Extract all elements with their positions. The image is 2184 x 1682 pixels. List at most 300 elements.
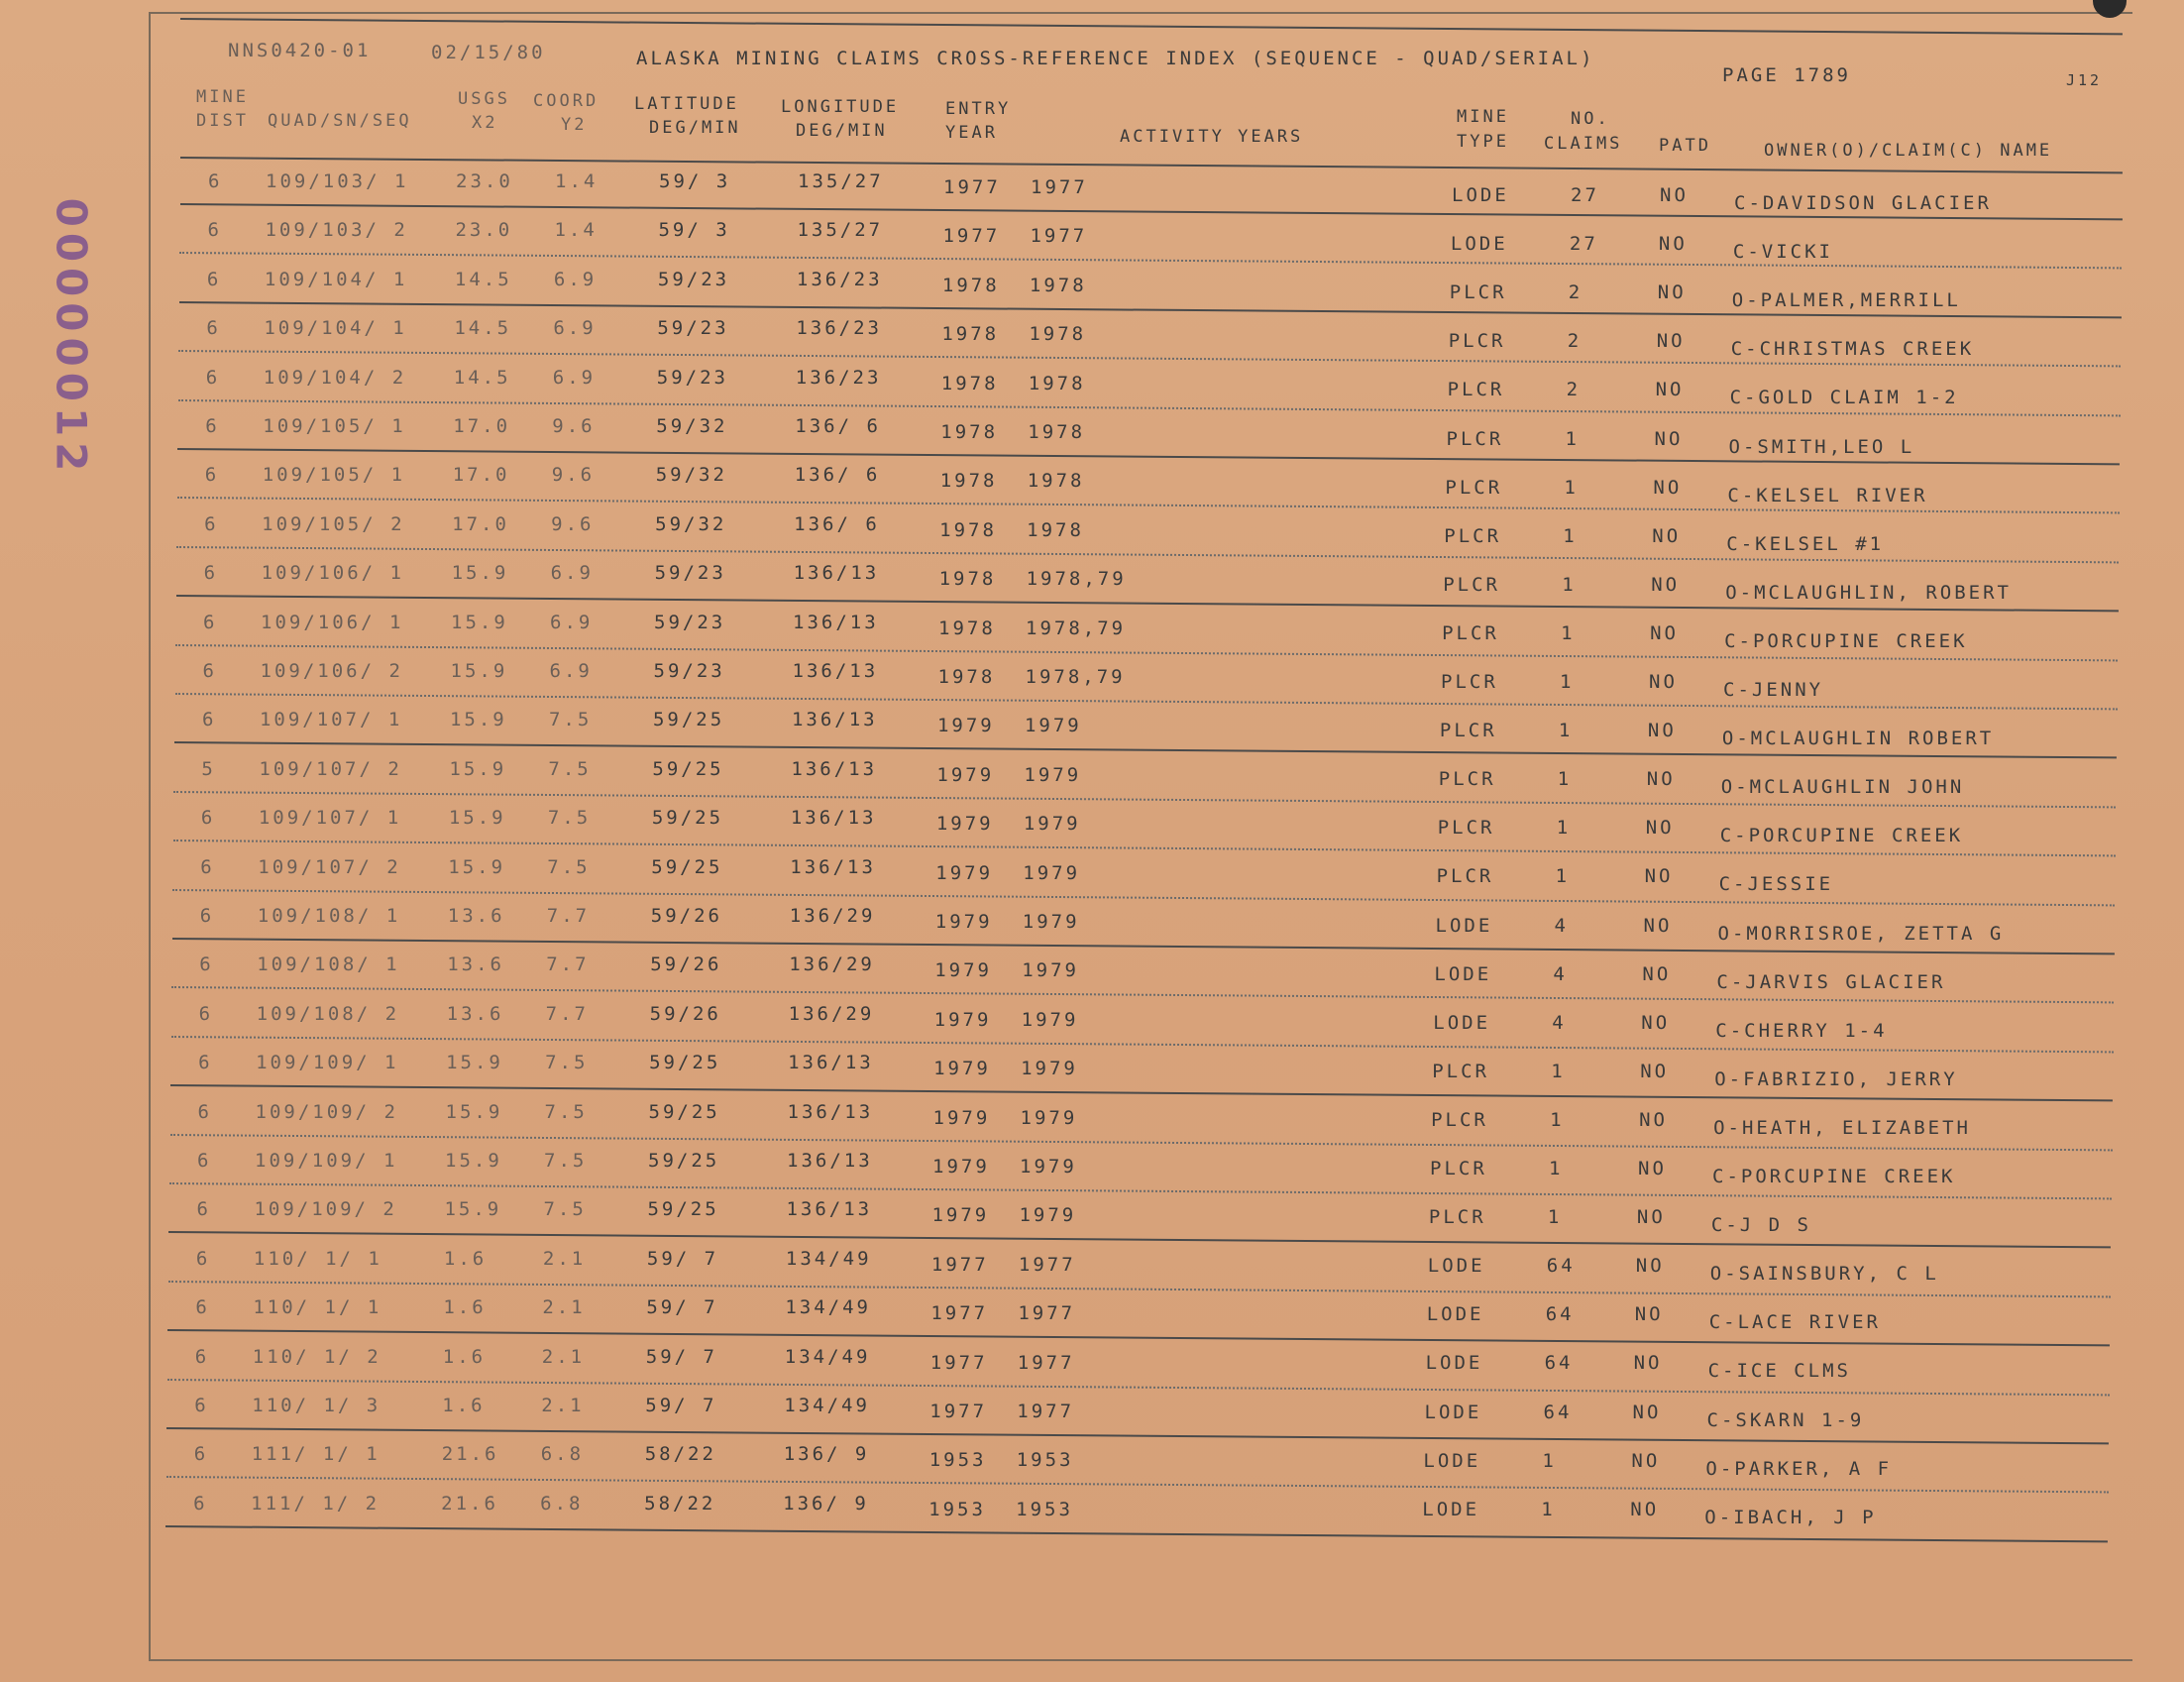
entry-year-cell: 1977 xyxy=(929,1401,988,1422)
col-latitude-1: LATITUDE xyxy=(634,94,739,114)
entry-year-cell: 1979 xyxy=(933,1008,992,1031)
latitude-cell: 58/22 xyxy=(644,1492,716,1514)
x2-cell: 14.5 xyxy=(453,366,511,389)
activity-years-cell: 1978 xyxy=(1029,274,1087,296)
x2-cell: 13.6 xyxy=(446,1002,504,1025)
x2-cell: 15.9 xyxy=(446,1052,503,1074)
quad-sn-seq-cell: 109/107/ 1 xyxy=(259,709,403,731)
patd-cell: NO xyxy=(1658,233,1688,256)
entry-year-cell: 1979 xyxy=(934,911,993,933)
latitude-cell: 59/26 xyxy=(650,953,722,976)
patd-cell: NO xyxy=(1646,768,1676,791)
quad-sn-seq-cell: 109/107/ 2 xyxy=(258,855,401,878)
latitude-cell: 59/ 7 xyxy=(645,1395,717,1416)
patd-cell: NO xyxy=(1638,1158,1667,1179)
quad-sn-seq-cell: 109/104/ 2 xyxy=(263,366,407,389)
owner-claim-name-cell: C-GOLD CLAIM 1-2 xyxy=(1729,387,1959,409)
x2-cell: 13.6 xyxy=(447,905,505,927)
quad-sn-seq-cell: 109/107/ 1 xyxy=(258,807,402,830)
entry-year-cell: 1979 xyxy=(932,1156,990,1177)
claims-count-cell: 64 xyxy=(1545,1303,1575,1326)
latitude-cell: 58/22 xyxy=(644,1443,716,1466)
entry-year-cell: 1978 xyxy=(937,666,996,688)
activity-years-cell: 1979 xyxy=(1020,1106,1078,1129)
activity-years-cell: 1978,79 xyxy=(1026,568,1127,591)
entry-year-cell: 1978 xyxy=(940,421,999,443)
claims-count-cell: 64 xyxy=(1544,1352,1574,1375)
claims-count-cell: 1 xyxy=(1555,865,1571,888)
longitude-cell: 136/13 xyxy=(791,709,878,731)
col-y2: Y2 xyxy=(561,115,588,135)
mine-type-cell: PLCR xyxy=(1446,427,1504,450)
mine-type-cell: LODE xyxy=(1434,962,1492,985)
col-entry-2: YEAR xyxy=(945,123,998,143)
quad-sn-seq-cell: 109/109/ 2 xyxy=(254,1198,397,1221)
mine-type-cell: LODE xyxy=(1450,233,1508,256)
claims-count-cell: 1 xyxy=(1556,817,1572,840)
mine-dist-cell: 6 xyxy=(200,807,216,830)
y2-cell: 7.7 xyxy=(546,905,591,927)
entry-year-cell: 1977 xyxy=(929,1351,988,1374)
patd-cell: NO xyxy=(1650,621,1679,644)
y2-cell: 7.5 xyxy=(548,709,593,731)
latitude-cell: 59/32 xyxy=(656,415,728,437)
y2-cell: 7.5 xyxy=(545,1052,589,1074)
x2-cell: 23.0 xyxy=(455,219,513,242)
quad-sn-seq-cell: 109/106/ 1 xyxy=(261,562,404,585)
patd-cell: NO xyxy=(1639,1108,1668,1131)
quad-sn-seq-cell: 110/ 1/ 1 xyxy=(253,1247,382,1270)
mine-type-cell: PLCR xyxy=(1428,1206,1486,1229)
mine-type-cell: LODE xyxy=(1423,1449,1481,1472)
mine-type-cell: LODE xyxy=(1427,1255,1485,1278)
y2-cell: 6.9 xyxy=(550,562,594,585)
owner-claim-name-cell: O-IBACH, J P xyxy=(1704,1506,1877,1528)
latitude-cell: 59/26 xyxy=(649,1002,721,1025)
claims-count-cell: 1 xyxy=(1565,427,1580,450)
entry-year-cell: 1978 xyxy=(941,323,1000,346)
claims-count-cell: 1 xyxy=(1560,671,1575,693)
mine-dist-cell: 6 xyxy=(193,1492,208,1514)
col-owner-claim-name: OWNER(O)/CLAIM(C) NAME xyxy=(1764,141,2053,161)
latitude-cell: 59/ 3 xyxy=(659,170,731,192)
entry-year-cell: 1977 xyxy=(942,225,1001,248)
latitude-cell: 59/23 xyxy=(656,366,728,389)
patd-cell: NO xyxy=(1636,1206,1666,1229)
mine-type-cell: PLCR xyxy=(1442,621,1499,644)
activity-years-cell: 1977 xyxy=(1018,1302,1076,1325)
owner-claim-name-cell: C-LACE RIVER xyxy=(1708,1311,1881,1334)
mine-dist-cell: 6 xyxy=(199,905,215,927)
mine-type-cell: LODE xyxy=(1452,184,1509,206)
mine-dist-cell: 6 xyxy=(195,1296,210,1319)
patd-cell: NO xyxy=(1632,1401,1662,1423)
latitude-cell: 59/25 xyxy=(648,1150,720,1172)
longitude-cell: 136/13 xyxy=(792,660,879,682)
mine-dist-cell: 6 xyxy=(198,1002,214,1025)
activity-years-cell: 1979 xyxy=(1023,861,1081,884)
longitude-cell: 136/29 xyxy=(788,1002,875,1025)
y2-cell: 2.1 xyxy=(541,1395,585,1416)
entry-year-cell: 1979 xyxy=(936,763,995,786)
claims-count-cell: 1 xyxy=(1547,1206,1563,1229)
claims-count-cell: 1 xyxy=(1561,621,1576,644)
activity-years-cell: 1978 xyxy=(1029,323,1087,346)
mine-type-cell: PLCR xyxy=(1443,573,1500,596)
longitude-cell: 136/29 xyxy=(789,905,876,927)
x2-cell: 1.6 xyxy=(443,1247,488,1270)
claims-count-cell: 1 xyxy=(1549,1158,1564,1179)
patd-cell: NO xyxy=(1634,1303,1664,1326)
entry-year-cell: 1977 xyxy=(943,176,1001,198)
latitude-cell: 59/25 xyxy=(652,709,725,731)
col-mine-type-1: MINE xyxy=(1457,107,1509,127)
mine-dist-cell: 6 xyxy=(205,366,221,389)
col-no-claims-1: NO. xyxy=(1571,109,1610,129)
mine-dist-cell: 5 xyxy=(201,757,216,780)
entry-year-cell: 1979 xyxy=(931,1204,990,1227)
activity-years-cell: 1979 xyxy=(1024,715,1082,737)
claims-count-cell: 64 xyxy=(1543,1401,1573,1423)
owner-claim-name-cell: C-KELSEL #1 xyxy=(1726,532,1885,555)
quad-sn-seq-cell: 109/108/ 1 xyxy=(257,905,401,927)
entry-year-cell: 1978 xyxy=(941,274,1000,296)
owner-claim-name-cell: C-CHRISTMAS CREEK xyxy=(1730,338,1975,361)
mine-type-cell: PLCR xyxy=(1444,524,1502,547)
x2-cell: 15.9 xyxy=(451,611,508,633)
activity-years-cell: 1979 xyxy=(1022,959,1079,982)
x2-cell: 14.5 xyxy=(454,317,512,340)
owner-claim-name-cell: O-MORRISROE, ZETTA G xyxy=(1717,922,2005,945)
col-usgs: USGS xyxy=(458,89,510,109)
mine-dist-cell: 6 xyxy=(204,464,220,487)
patd-cell: NO xyxy=(1645,817,1675,840)
mine-type-cell: PLCR xyxy=(1448,330,1506,353)
col-longitude-2: DEG/MIN xyxy=(796,121,888,141)
longitude-cell: 136/ 6 xyxy=(794,464,881,487)
quad-sn-seq-cell: 109/105/ 1 xyxy=(262,464,406,487)
longitude-cell: 136/13 xyxy=(787,1150,873,1172)
owner-claim-name-cell: C-PORCUPINE CREEK xyxy=(1724,629,1968,652)
activity-years-cell: 1979 xyxy=(1019,1204,1077,1227)
patd-cell: NO xyxy=(1641,1011,1671,1034)
quad-sn-seq-cell: 109/109/ 1 xyxy=(256,1052,399,1074)
latitude-cell: 59/32 xyxy=(655,512,727,535)
patd-cell: NO xyxy=(1647,720,1677,742)
owner-claim-name-cell: O-PALMER,MERRILL xyxy=(1731,289,1961,312)
y2-cell: 7.5 xyxy=(544,1100,588,1123)
quad-sn-seq-cell: 109/106/ 2 xyxy=(260,660,403,682)
activity-years-cell: 1978 xyxy=(1028,421,1086,443)
activity-years-cell: 1979 xyxy=(1022,911,1080,933)
activity-years-cell: 1979 xyxy=(1021,1058,1078,1080)
mine-dist-cell: 6 xyxy=(199,953,214,976)
owner-claim-name-cell: C-KELSEL RIVER xyxy=(1727,484,1928,506)
report-date: 02/15/80 xyxy=(431,42,546,63)
quad-sn-seq-cell: 109/107/ 2 xyxy=(259,757,402,780)
longitude-cell: 136/13 xyxy=(788,1052,874,1074)
activity-years-cell: 1953 xyxy=(1016,1449,1074,1472)
owner-claim-name-cell: C-JESSIE xyxy=(1718,873,1834,896)
claims-count-cell: 27 xyxy=(1571,184,1599,206)
activity-years-cell: 1977 xyxy=(1017,1351,1075,1374)
patd-cell: NO xyxy=(1655,379,1685,401)
latitude-cell: 59/23 xyxy=(657,268,730,290)
quad-sn-seq-cell: 109/105/ 2 xyxy=(262,512,405,535)
latitude-cell: 59/23 xyxy=(654,611,726,633)
quad-sn-seq-cell: 111/ 1/ 1 xyxy=(251,1443,381,1466)
longitude-cell: 134/49 xyxy=(785,1296,871,1319)
claims-count-cell: 1 xyxy=(1557,768,1573,791)
mine-type-cell: PLCR xyxy=(1447,379,1505,401)
x2-cell: 13.6 xyxy=(447,953,504,976)
y2-cell: 7.7 xyxy=(546,953,590,976)
y2-cell: 1.4 xyxy=(555,170,599,192)
entry-year-cell: 1979 xyxy=(935,813,994,836)
latitude-cell: 59/25 xyxy=(652,757,724,780)
longitude-cell: 136/23 xyxy=(796,317,882,340)
owner-claim-name-cell: O-MCLAUGHLIN JOHN xyxy=(1720,776,1965,799)
quad-sn-seq-cell: 110/ 1/ 3 xyxy=(252,1395,382,1416)
entry-year-cell: 1978 xyxy=(940,372,999,394)
mine-dist-cell: 6 xyxy=(201,709,217,731)
x2-cell: 15.9 xyxy=(448,807,506,830)
longitude-cell: 134/49 xyxy=(785,1247,872,1270)
latitude-cell: 59/ 7 xyxy=(645,1345,717,1368)
owner-claim-name-cell: C-JARVIS GLACIER xyxy=(1716,970,1946,993)
longitude-cell: 136/29 xyxy=(789,953,875,976)
mine-type-cell: PLCR xyxy=(1432,1060,1489,1082)
col-longitude-1: LONGITUDE xyxy=(781,97,900,117)
quad-sn-seq-cell: 109/104/ 1 xyxy=(264,268,408,290)
claims-count-cell: 1 xyxy=(1558,720,1574,742)
patd-cell: NO xyxy=(1630,1498,1660,1520)
activity-years-cell: 1953 xyxy=(1016,1498,1073,1520)
activity-years-cell: 1978,79 xyxy=(1025,666,1126,688)
entry-year-cell: 1977 xyxy=(930,1253,989,1276)
mine-type-cell: PLCR xyxy=(1436,865,1494,888)
y2-cell: 7.5 xyxy=(544,1150,588,1172)
x2-cell: 15.9 xyxy=(445,1100,503,1123)
col-entry-1: ENTRY xyxy=(945,99,1012,119)
x2-cell: 21.6 xyxy=(441,1443,499,1466)
y2-cell: 2.1 xyxy=(542,1296,586,1319)
y2-cell: 6.9 xyxy=(552,366,597,389)
longitude-cell: 135/27 xyxy=(798,170,884,192)
claims-count-cell: 4 xyxy=(1553,962,1568,985)
col-patd: PATD xyxy=(1659,136,1711,156)
col-mine-dist-2: DIST xyxy=(196,111,249,131)
activity-years-cell: 1979 xyxy=(1024,763,1082,786)
activity-years-cell: 1979 xyxy=(1023,813,1081,836)
mine-dist-cell: 6 xyxy=(194,1395,209,1416)
longitude-cell: 136/13 xyxy=(790,807,877,830)
claims-count-cell: 1 xyxy=(1541,1498,1556,1520)
quad-sn-seq-cell: 109/109/ 1 xyxy=(255,1150,398,1172)
claims-count-cell: 1 xyxy=(1551,1060,1566,1082)
mine-dist-cell: 6 xyxy=(194,1345,210,1368)
mine-type-cell: PLCR xyxy=(1430,1158,1487,1179)
y2-cell: 6.9 xyxy=(550,611,594,633)
quad-sn-seq-cell: 109/108/ 2 xyxy=(256,1002,400,1025)
col-mine-type-2: TYPE xyxy=(1457,132,1509,152)
owner-claim-name-cell: O-FABRIZIO, JERRY xyxy=(1714,1067,1958,1090)
patd-cell: NO xyxy=(1657,281,1687,304)
y2-cell: 6.8 xyxy=(540,1492,584,1514)
owner-claim-name-cell: C-J D S xyxy=(1710,1214,1811,1237)
entry-year-cell: 1979 xyxy=(935,861,994,884)
y2-cell: 7.7 xyxy=(545,1002,589,1025)
longitude-cell: 136/13 xyxy=(791,757,878,780)
page-stamp xyxy=(42,197,101,477)
mine-dist-cell: 6 xyxy=(204,512,219,535)
mine-dist-cell: 6 xyxy=(197,1100,212,1123)
activity-years-cell: 1977 xyxy=(1031,176,1088,198)
x2-cell: 17.0 xyxy=(453,415,511,437)
longitude-cell: 136/ 9 xyxy=(783,1443,870,1466)
longitude-cell: 134/49 xyxy=(784,1345,871,1368)
mine-type-cell: LODE xyxy=(1426,1303,1484,1326)
quad-sn-seq-cell: 109/103/ 2 xyxy=(265,219,408,242)
x2-cell: 17.0 xyxy=(452,512,509,535)
quad-sn-seq-cell: 109/108/ 1 xyxy=(257,953,400,976)
mine-dist-cell: 6 xyxy=(207,219,222,242)
x2-cell: 23.0 xyxy=(456,170,513,192)
activity-years-cell: 1978 xyxy=(1027,518,1084,541)
y2-cell: 7.5 xyxy=(547,855,591,878)
entry-year-cell: 1953 xyxy=(928,1449,987,1472)
x2-cell: 15.9 xyxy=(448,855,506,878)
col-no-claims-2: CLAIMS xyxy=(1544,134,1623,154)
x2-cell: 17.0 xyxy=(452,464,510,487)
activity-years-cell: 1978 xyxy=(1027,470,1085,493)
longitude-cell: 136/ 6 xyxy=(795,415,881,437)
owner-claim-name-cell: O-MCLAUGHLIN, ROBERT xyxy=(1725,581,2012,604)
quad-sn-seq-cell: 110/ 1/ 2 xyxy=(252,1345,382,1368)
entry-year-cell: 1953 xyxy=(928,1498,986,1520)
activity-years-cell: 1977 xyxy=(1030,225,1088,248)
claims-count-cell: 2 xyxy=(1568,281,1583,304)
owner-claim-name-cell: C-SKARN 1-9 xyxy=(1706,1408,1865,1431)
claims-count-cell: 64 xyxy=(1546,1255,1576,1278)
claims-count-cell: 1 xyxy=(1550,1108,1565,1131)
mine-type-cell: LODE xyxy=(1422,1498,1480,1520)
x2-cell: 15.9 xyxy=(449,709,507,731)
claims-count-cell: 2 xyxy=(1566,379,1582,401)
patd-cell: NO xyxy=(1643,914,1673,937)
activity-years-cell: 1979 xyxy=(1020,1156,1077,1177)
patd-cell: NO xyxy=(1656,330,1686,353)
entry-year-cell: 1978 xyxy=(939,518,997,541)
owner-claim-name-cell: O-PARKER, A F xyxy=(1705,1457,1893,1480)
owner-claim-name-cell: O-SAINSBURY, C L xyxy=(1709,1263,1939,1286)
x2-cell: 15.9 xyxy=(451,562,509,585)
col-latitude-2: DEG/MIN xyxy=(649,118,741,138)
latitude-cell: 59/25 xyxy=(649,1052,721,1074)
corner-code: J12 xyxy=(2066,71,2103,89)
y2-cell: 6.9 xyxy=(553,317,597,340)
mine-type-cell: LODE xyxy=(1433,1011,1491,1034)
col-activity-years: ACTIVITY YEARS xyxy=(1120,127,1304,147)
entry-year-cell: 1979 xyxy=(933,1058,991,1080)
latitude-cell: 59/ 7 xyxy=(646,1296,718,1319)
col-coord: COORD xyxy=(533,91,600,111)
quad-sn-seq-cell: 109/104/ 1 xyxy=(264,317,407,340)
mine-type-cell: LODE xyxy=(1425,1352,1483,1375)
longitude-cell: 136/23 xyxy=(795,366,882,389)
claims-count-cell: 1 xyxy=(1563,524,1578,547)
entry-year-cell: 1979 xyxy=(934,959,992,982)
mine-dist-cell: 6 xyxy=(202,660,217,682)
latitude-cell: 59/23 xyxy=(657,317,729,340)
report-title: ALASKA MINING CLAIMS CROSS-REFERENCE INDEX (SEQUENCE - QUAD/SERIAL) xyxy=(636,48,1595,69)
patd-cell: NO xyxy=(1640,1060,1670,1082)
longitude-cell: 136/ 9 xyxy=(783,1492,869,1514)
y2-cell: 9.6 xyxy=(551,512,595,535)
x2-cell: 1.6 xyxy=(442,1345,487,1368)
latitude-cell: 59/25 xyxy=(648,1100,720,1123)
activity-years-cell: 1979 xyxy=(1021,1008,1079,1031)
longitude-cell: 136/23 xyxy=(796,268,883,290)
longitude-cell: 136/13 xyxy=(786,1198,873,1221)
mine-type-cell: LODE xyxy=(1435,914,1493,937)
patd-cell: NO xyxy=(1654,427,1684,450)
longitude-cell: 136/13 xyxy=(787,1100,874,1123)
latitude-cell: 59/25 xyxy=(647,1198,719,1221)
mine-dist-cell: 6 xyxy=(206,317,221,340)
mine-dist-cell: 6 xyxy=(206,268,222,290)
y2-cell: 6.8 xyxy=(540,1443,585,1466)
mine-dist-cell: 6 xyxy=(203,611,218,633)
longitude-cell: 135/27 xyxy=(797,219,884,242)
owner-claim-name-cell: O-HEATH, ELIZABETH xyxy=(1713,1116,1971,1139)
patd-cell: NO xyxy=(1644,865,1674,888)
mine-dist-cell: 6 xyxy=(193,1443,209,1466)
latitude-cell: 59/26 xyxy=(650,905,722,927)
patd-cell: NO xyxy=(1653,476,1683,499)
owner-claim-name-cell: O-SMITH,LEO L xyxy=(1728,435,1915,458)
longitude-cell: 136/13 xyxy=(793,611,879,633)
claims-count-cell: 4 xyxy=(1554,914,1569,937)
claims-count-cell: 4 xyxy=(1552,1011,1567,1034)
mine-dist-cell: 6 xyxy=(195,1247,211,1270)
longitude-cell: 136/13 xyxy=(793,562,880,585)
latitude-cell: 59/ 7 xyxy=(646,1247,719,1270)
longitude-cell: 136/ 6 xyxy=(794,512,880,535)
y2-cell: 7.5 xyxy=(547,807,592,830)
mine-dist-cell: 6 xyxy=(203,562,219,585)
y2-cell: 9.6 xyxy=(552,415,596,437)
y2-cell: 6.9 xyxy=(549,660,593,682)
quad-sn-seq-cell: 109/106/ 1 xyxy=(261,611,404,633)
x2-cell: 15.9 xyxy=(445,1150,502,1172)
claims-count-cell: 27 xyxy=(1569,233,1598,256)
mine-type-cell: PLCR xyxy=(1445,476,1503,499)
quad-sn-seq-cell: 110/ 1/ 1 xyxy=(253,1296,382,1319)
latitude-cell: 59/25 xyxy=(651,855,723,878)
latitude-cell: 59/23 xyxy=(654,562,726,585)
col-quad-sn-seq: QUAD/SN/SEQ xyxy=(268,111,412,131)
patd-cell: NO xyxy=(1651,573,1681,596)
x2-cell: 14.5 xyxy=(454,268,512,290)
patd-cell: NO xyxy=(1660,184,1689,206)
y2-cell: 2.1 xyxy=(541,1345,586,1368)
y2-cell: 7.5 xyxy=(543,1198,587,1221)
claims-count-cell: 1 xyxy=(1542,1449,1557,1472)
mine-type-cell: PLCR xyxy=(1441,671,1498,693)
entry-year-cell: 1978 xyxy=(938,617,996,639)
x2-cell: 1.6 xyxy=(443,1296,487,1319)
